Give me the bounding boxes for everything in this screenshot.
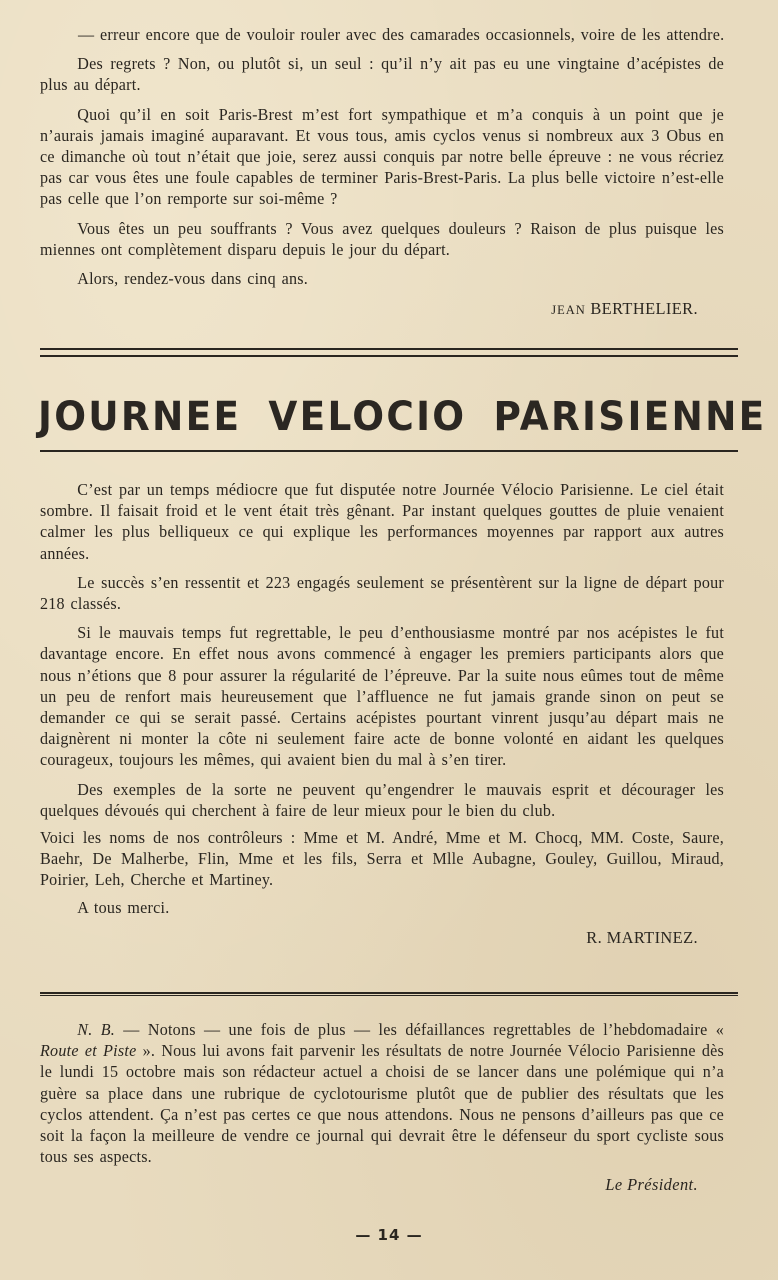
paragraph: C’est par un temps médiocre que fut disputée notre Journée Vélocio Parisienne. Le ciel était sombre. Il faisait froid et le vent était très gênant. Par instant quelques gouttes de pluie venaient calmer les plus belliqueux ce qui explique les performances moyennes par rapport aux autres années.	[40, 480, 725, 563]
article-journee-velocio	[40, 479, 738, 948]
controllers-list: Voici les noms de nos contrôleurs : Mme et M. André, Mme et M. Chocq, MM. Coste, Saure, Baehr, De Malherbe, Flin, Mme et les fils, Serra et Mlle Aubagne, Gouley, Guillou, Miraud, Poirier, Leh, Cherche et Martiney.	[40, 828, 725, 890]
article-continuation	[40, 24, 738, 319]
note-nb	[40, 1019, 738, 1195]
paragraph: — erreur encore que de vouloir rouler avec des camarades occasionnels, voire de les attendre.	[78, 25, 725, 44]
signature-first-name: JEAN	[551, 303, 586, 318]
section-divider	[40, 992, 738, 996]
paragraph: Des exemples de la sorte ne peuvent qu’engendrer le mauvais esprit et décourager les quelques dévoués qui cherchent à faire de leur mieux pour le bien du club.	[40, 779, 725, 820]
paragraph: Alors, rendez-vous dans cinq ans.	[77, 269, 308, 289]
title-underline	[40, 450, 738, 452]
note-paragraph	[40, 1019, 724, 1167]
publication-name: Route et Piste	[40, 1041, 137, 1061]
note-label: N. B.	[77, 1020, 116, 1039]
note-text-before: — Notons — une fois de plus — les défaillances regrettables de l’hebdomadaire «	[115, 1020, 725, 1039]
signature-martinez: R. MARTINEZ.	[586, 927, 698, 947]
signature-last-name: BERTHELIER.	[590, 299, 698, 319]
signature-berthelier	[40, 299, 738, 319]
paragraph: Vous êtes un peu souffrants ? Vous avez quelques douleurs ? Raison de plus puisque les miennes ont complètement disparu depuis le jour du départ.	[40, 218, 725, 259]
note-text-after: ». Nous lui avons fait parvenir les résultats de notre Journée Vélocio Parisienne dès le lundi 15 octobre mais son rédacteur actuel a choisi de se lancer dans une polémique qui n’a guère sa place dans une rubrique de cyclotourisme plutôt que de publier des résultats que les cyclos attendent. Ça n’est pas certes ce que nous attendons. Nous ne pensons d’ailleurs pas que ce soit la façon la meilleure de vendre ce journal qui devrait être le défenseur du sport cycliste sous tous ses aspects.	[40, 1041, 725, 1167]
thanks: A tous merci.	[77, 897, 170, 917]
signature-president: Le Président.	[605, 1175, 698, 1195]
section-title: JOURNEE VELOCIO PARISIENNE	[38, 393, 767, 440]
paragraph: Si le mauvais temps fut regrettable, le peu d’enthousiasme montré par nos acépistes le fut davantage encore. En effet nous avons commencé à engager les premiers participants alors que nous n’étions que 8 pour assurer la régularité de l’épreuve. Par la suite nous eûmes tout de même un peu de renfort mais heureusement que l’affluence ne fut jamais grande sinon on peut se demander ce qui se serait passé. Certains acépistes pourtant vinrent jusqu’au départ mais ne daignèrent ni monter la côte ni seulement faire acte de bonne volonté en aidant les quelques courageux, toujours les mêmes, qui avaient bien du mal à s’en tirer.	[40, 623, 725, 770]
page-number: — 14 —	[355, 1226, 423, 1244]
paragraph: Des regrets ? Non, ou plutôt si, un seul : qu’il n’y ait pas eu une vingtaine d’acépistes de plus au départ.	[40, 54, 725, 95]
paragraph: Quoi qu’il en soit Paris-Brest m’est fort sympathique et m’a conquis à un point que je n’aurais jamais imaginé auparavant. Et vous tous, amis cyclos venus si nombreux aux 3 Obus en ce dimanche où tout n’était que joie, serez aussi conquis par notre belle épreuve : ne vous récriez pas car vous êtes une foule capables de terminer Paris-Brest-Paris. La plus belle victoire n’est-elle pas celle que l’on remporte sur soi-même ?	[40, 104, 725, 209]
section-divider	[40, 348, 738, 357]
paragraph: Le succès s’en ressentit et 223 engagés seulement se présentèrent sur la ligne de départ pour 218 classés.	[40, 572, 725, 614]
